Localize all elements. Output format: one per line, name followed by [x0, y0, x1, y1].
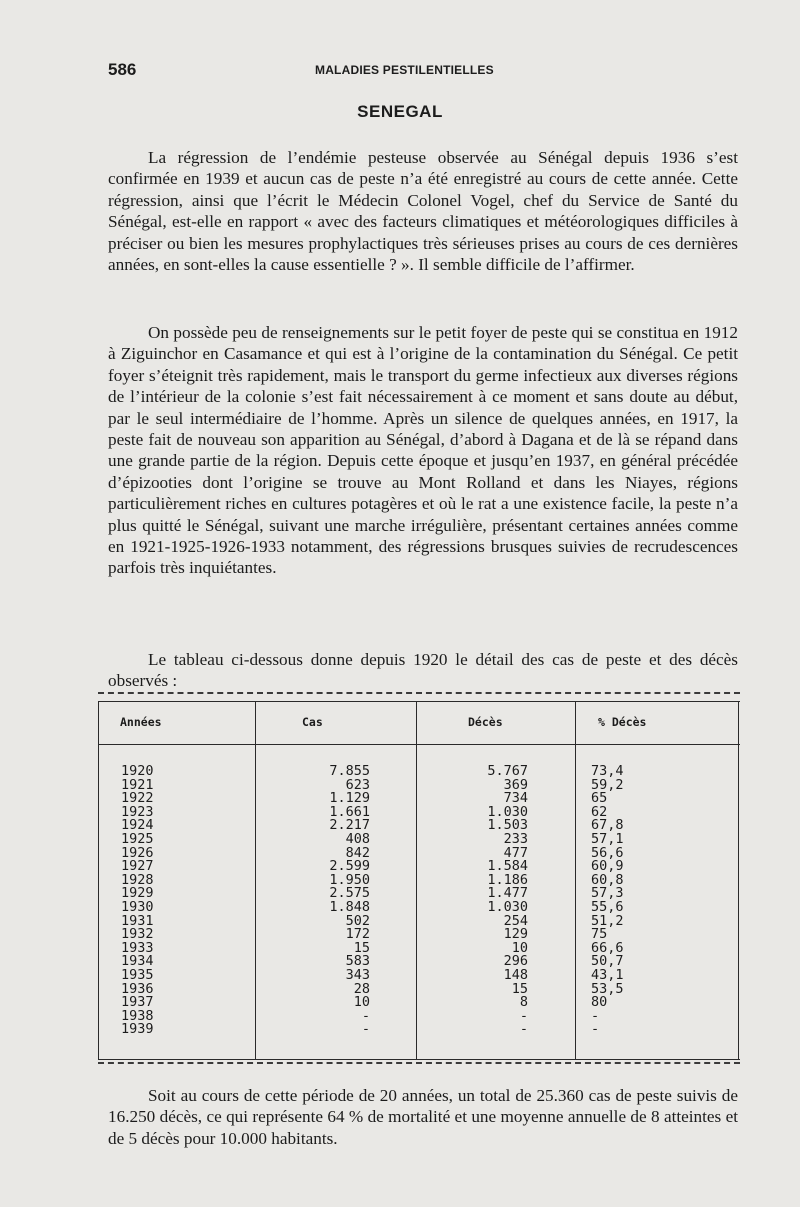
cell-annee: 1932: [121, 926, 154, 943]
header-cas: Cas: [302, 715, 323, 729]
cell-annee: 1936: [121, 980, 154, 997]
cell-pct-deces: 55,6: [591, 898, 624, 915]
cell-cas: -: [361, 1007, 370, 1024]
cell-pct-deces: 73,4: [591, 763, 624, 779]
cell-annee: 1928: [121, 871, 154, 888]
cell-cas: 583: [345, 953, 370, 970]
table-dashed-rule-top: [98, 692, 740, 694]
cell-cas: 1.950: [329, 871, 370, 888]
cell-cas: 1.848: [329, 898, 370, 915]
cell-annee: 1939: [121, 1021, 154, 1038]
cell-cas: -: [361, 1021, 370, 1038]
cell-cas: 7.855: [329, 763, 370, 779]
cell-pct-deces: 65: [591, 790, 608, 807]
cell-annee: 1938: [121, 1007, 154, 1024]
cell-deces: 1.503: [487, 817, 528, 834]
paragraph-history: On possède peu de renseignements sur le petit foyer de peste qui se constitua en 1912 à Ziguinchor en Casamance et qui est à l’origine de la contamination du Sénégal. Ce petit foyer s’éteignit très rapidement, mais le transport du germe infectieux aux diverses régions de l’intérieur de la colonie s’est fait nécessairement à ce moment et sans doute au début, par le seul intermédiaire de l’homme. Après un silence de quelques années, en 1917, la peste fait de nouveau son apparition au Sénégal, d’abord à Dagana et de là se répand dans une grande partie de la région. Depuis cette époque et jusqu’en 1937, en général précédée d’épizooties dont l’origine se trouve au Mont Rolland et dans les Niayes, régions particulièrement riches en cultures potagères et où le rat a une existence facile, la peste n’a plus quitté le Sénégal, suivant une marche irrégulière, présentant certaines années comme en 1921-1925-1926-1933 notamment, des régressions brusques suivies de recrudescences parfois très inquiétantes.: [108, 323, 738, 578]
cell-deces: 1.030: [487, 803, 528, 820]
cell-cas: 15: [353, 939, 370, 956]
cell-pct-deces: 59,2: [591, 776, 624, 793]
paragraph-summary: Soit au cours de cette période de 20 années, un total de 25.360 cas de peste suivis de 16.250 décès, ce qui représente 64 % de mortalité et une moyenne annuelle de 8 atteintes et de 5 décès pour 10.000 habitants.: [108, 1086, 738, 1148]
cell-pct-deces: 66,6: [591, 939, 624, 956]
page-header: [0, 60, 800, 82]
table-divider-3: [575, 701, 576, 1059]
paragraph-intro: La régression de l’endémie pesteuse observée au Sénégal depuis 1936 s’est confirmée en 1939 et aucun cas de peste n’a été enregistré au cours de cette année. Cette régression, ainsi que l’écrit le Médecin Colonel Vogel, chef du Service de Santé du Sénégal, est-elle en rapport « avec des facteurs climatiques et météorologiques difficiles à préciser ou bien les mesures prophylactiques très sérieuses prises au cours de ces dernières années, en sont-elles la cause essentielle ? ». Il semble difficile de l’affirmer.: [108, 148, 738, 275]
cell-pct-deces: 57,3: [591, 885, 624, 902]
header-pct-deces: % Décès: [598, 715, 647, 729]
cell-deces: 5.767: [487, 763, 528, 779]
cell-deces: 734: [503, 790, 528, 807]
cell-deces: -: [519, 1007, 528, 1024]
cell-annee: 1920: [121, 763, 154, 779]
cell-deces: 477: [503, 844, 528, 861]
section-title: SENEGAL: [357, 102, 443, 121]
page-number: 586: [108, 60, 137, 79]
cell-pct-deces: 56,6: [591, 844, 624, 861]
cell-annee: 1923: [121, 803, 154, 820]
cell-pct-deces: -: [591, 1021, 600, 1038]
cell-deces: -: [519, 1021, 528, 1038]
cell-annee: 1935: [121, 966, 154, 983]
header-annees: Années: [120, 715, 162, 729]
cell-annee: 1934: [121, 953, 154, 970]
cell-deces: 233: [503, 830, 528, 847]
cell-cas: 842: [345, 844, 370, 861]
cell-pct-deces: 80: [591, 994, 608, 1011]
cell-cas: 2.575: [329, 885, 370, 902]
cell-pct-deces: 43,1: [591, 966, 624, 983]
cell-annee: 1927: [121, 858, 154, 875]
table-border-left: [98, 701, 99, 1059]
cell-cas: 10: [353, 994, 370, 1011]
cell-deces: 1.186: [487, 871, 528, 888]
cell-pct-deces: 60,8: [591, 871, 624, 888]
cell-cas: 623: [345, 776, 370, 793]
cell-cas: 2.217: [329, 817, 370, 834]
cell-pct-deces: 60,9: [591, 858, 624, 875]
column-annees: [121, 765, 154, 1037]
cell-pct-deces: 51,2: [591, 912, 624, 929]
cell-deces: 10: [511, 939, 528, 956]
cell-cas: 172: [345, 926, 370, 943]
header-deces: Décès: [468, 715, 503, 729]
cell-deces: 15: [511, 980, 528, 997]
cell-annee: 1933: [121, 939, 154, 956]
running-title: MALADIES PESTILENTIELLES: [315, 63, 494, 77]
cell-annee: 1921: [121, 776, 154, 793]
cell-annee: 1930: [121, 898, 154, 915]
cell-cas: 2.599: [329, 858, 370, 875]
cell-deces: 369: [503, 776, 528, 793]
table-divider-2: [416, 701, 417, 1059]
cell-cas: 502: [345, 912, 370, 929]
cell-deces: 1.584: [487, 858, 528, 875]
cell-pct-deces: 50,7: [591, 953, 624, 970]
cell-deces: 296: [503, 953, 528, 970]
table-rule-header: [98, 744, 740, 745]
cell-cas: 408: [345, 830, 370, 847]
cell-pct-deces: 57,1: [591, 830, 624, 847]
cell-annee: 1937: [121, 994, 154, 1011]
cell-pct-deces: 67,8: [591, 817, 624, 834]
table-rule-bottom: [98, 1059, 740, 1060]
cell-deces: 1.477: [487, 885, 528, 902]
cell-cas: 1.129: [329, 790, 370, 807]
cell-pct-deces: 53,5: [591, 980, 624, 997]
cell-annee: 1929: [121, 885, 154, 902]
cell-deces: 254: [503, 912, 528, 929]
column-pct-deces: [591, 765, 651, 1037]
cell-pct-deces: 75: [591, 926, 608, 943]
table-divider-1: [255, 701, 256, 1059]
cell-deces: 129: [503, 926, 528, 943]
cell-deces: 1.030: [487, 898, 528, 915]
cell-annee: 1922: [121, 790, 154, 807]
cell-deces: 148: [503, 966, 528, 983]
cell-cas: 28: [353, 980, 370, 997]
table-dashed-rule-bottom: [98, 1062, 740, 1064]
table-rule-top: [98, 701, 740, 702]
column-deces: [438, 765, 528, 1037]
cell-pct-deces: -: [591, 1007, 600, 1024]
column-cas: [280, 765, 370, 1037]
cell-annee: 1925: [121, 830, 154, 847]
cell-cas: 343: [345, 966, 370, 983]
cell-annee: 1931: [121, 912, 154, 929]
plague-table: [98, 692, 740, 1074]
cell-cas: 1.661: [329, 803, 370, 820]
cell-annee: 1924: [121, 817, 154, 834]
paragraph-table-intro: Le tableau ci-dessous donne depuis 1920 le détail des cas de peste et des décès observés :: [108, 650, 738, 691]
cell-annee: 1926: [121, 844, 154, 861]
cell-pct-deces: 62: [591, 803, 608, 820]
cell-deces: 8: [519, 994, 528, 1011]
table-border-right: [738, 701, 739, 1059]
